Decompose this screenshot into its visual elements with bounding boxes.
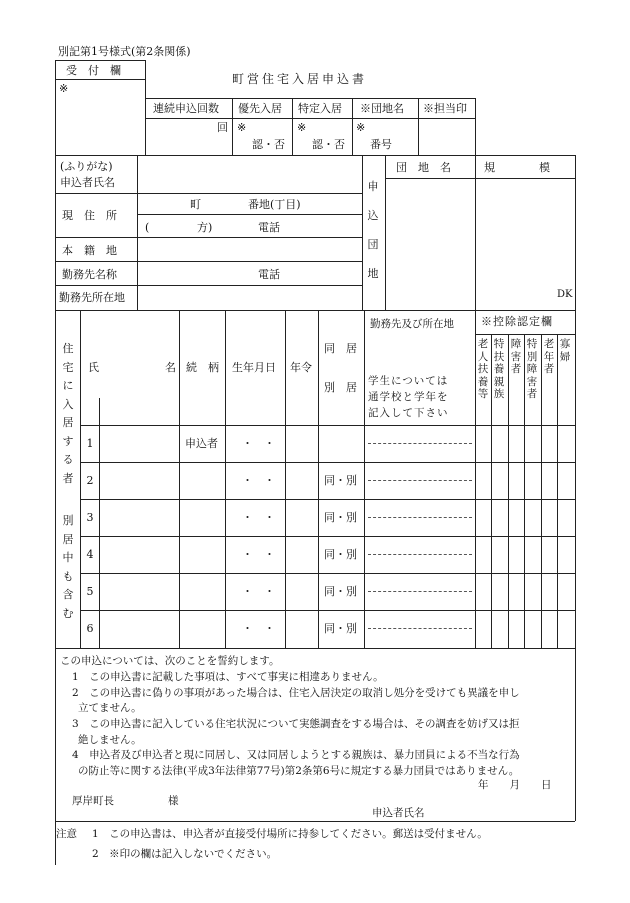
row-5-status: 同・別 xyxy=(324,585,357,598)
ded-col-2: 特扶養親族 xyxy=(493,338,505,401)
header-cohabit: 同 居 xyxy=(324,342,357,355)
workplace-label: 勤務先名称 xyxy=(62,268,117,281)
row-6-status: 同・別 xyxy=(324,622,357,635)
row-5-dots: ・ ・ xyxy=(242,585,275,598)
pledge-item-2-cont: 立てません。 xyxy=(78,702,142,714)
label-yusen: 優先入居 xyxy=(238,102,282,115)
pledge-item-4-cont: の防止等に関する法律(平成3年法律第77号)第2条第6号に規定する暴力団員ではありません。 xyxy=(78,765,520,777)
row-1-relation: 申込者 xyxy=(185,437,218,450)
applicant-name-label: 申込者氏名 xyxy=(60,176,115,189)
note-2: 2 ※印の欄は記入しないでください。 xyxy=(92,848,278,860)
student-note-1: 学生については xyxy=(368,375,449,387)
row-6-no: 6 xyxy=(86,622,94,635)
row-1-dots: ・ ・ xyxy=(242,437,275,450)
reception-label: 受 付 欄 xyxy=(66,64,121,77)
label-tanto: ※担当印 xyxy=(423,102,467,115)
address-banchi: 番地(丁目) xyxy=(248,198,301,211)
ded-col-4: 特別障害者 xyxy=(526,338,538,401)
row-2-no: 2 xyxy=(86,474,94,487)
address-label: 現 住 所 xyxy=(62,209,117,222)
pledge-item-4: 4 申込者及び申込者と現に同居し、又は同居しようとする親族は、暴力団員による不当な行為 xyxy=(72,749,520,761)
header-relation: 続 柄 xyxy=(186,361,219,374)
page-title: 町営住宅入居申込書 xyxy=(232,72,368,86)
address-careof-open: ( xyxy=(145,221,150,234)
residents-side-label-2: 別居中も含む xyxy=(62,514,74,620)
signature-label: 申込者氏名 xyxy=(372,807,425,819)
ded-col-1: 老人扶養等 xyxy=(477,338,489,401)
row-4-no: 4 xyxy=(86,548,94,561)
row-3-no: 3 xyxy=(86,511,94,524)
number-label: 番号 xyxy=(370,138,392,151)
label-renzoku: 連続申込回数 xyxy=(153,102,219,115)
honseki-label: 本 籍 地 xyxy=(62,244,117,257)
address-phone: 電話 xyxy=(258,221,280,234)
row-4-dots: ・ ・ xyxy=(242,548,275,561)
row-5-no: 5 xyxy=(86,585,94,598)
ded-col-5: 老年者 xyxy=(543,338,555,376)
header-name: 氏 名 xyxy=(88,361,176,374)
mayor-sama: 様 xyxy=(168,795,179,807)
address-careof-close: 方) xyxy=(197,221,213,234)
pledge-intro: この申込については、次のことを誓約します。 xyxy=(60,655,280,667)
row-2-dots: ・ ・ xyxy=(242,474,275,487)
notes-label: 注意 xyxy=(56,828,77,840)
pledge-date: 年 月 日 xyxy=(478,779,552,791)
pledge-item-2: 2 この申込書に偽りの事項があった場合は、住宅入居決定の取消し処分を受けても異議を申し xyxy=(72,687,520,699)
danchi-name-header: 団 地 名 xyxy=(396,161,451,174)
pledge-item-1: 1 この申込書に記載した事項は、すべて事実に相違ありません。 xyxy=(72,671,384,683)
residents-side-label: 住宅に入居する者 xyxy=(62,342,74,485)
workplace-phone: 電話 xyxy=(258,268,280,281)
approval-tokutei: 認・否 xyxy=(312,138,345,151)
header-birthdate: 生年月日 xyxy=(232,361,276,374)
header-workplace: 勤務先及び所在地 xyxy=(370,318,454,330)
danchi-vertical-label: 申込団地 xyxy=(367,180,379,280)
mark-tokutei: ※ xyxy=(297,121,307,134)
row-6-dots: ・ ・ xyxy=(242,622,275,635)
pledge-item-3: 3 この申込書に記入している住宅状況について実態調査をする場合は、その調査を妨げ又は拒 xyxy=(72,718,520,730)
row-1-no: 1 xyxy=(86,437,94,450)
approval-yusen: 認・否 xyxy=(252,138,285,151)
workplace-addr-label: 勤務先所在地 xyxy=(59,291,125,304)
header-separate: 別 居 xyxy=(324,381,357,394)
address-town: 町 xyxy=(190,198,201,211)
reception-mark: ※ xyxy=(59,82,69,95)
student-note-2: 通学校と学年を xyxy=(368,391,449,403)
ded-col-3: 障害者 xyxy=(510,338,522,376)
danchi-scale-header: 規 模 xyxy=(484,161,550,174)
furigana-label: (ふりがな) xyxy=(60,160,113,173)
count-unit: 回 xyxy=(217,121,228,134)
header-age: 年令 xyxy=(290,361,312,374)
row-3-dots: ・ ・ xyxy=(242,511,275,524)
pledge-item-3-cont: 絶しません。 xyxy=(78,734,142,746)
form-id: 別記第1号様式(第2条関係) xyxy=(58,45,191,58)
ded-col-6: 寡婦 xyxy=(559,338,571,363)
row-2-status: 同・別 xyxy=(324,474,357,487)
student-note-3: 記入して下さい xyxy=(368,407,449,419)
row-4-status: 同・別 xyxy=(324,548,357,561)
note-1: 1 この申込書は、申込者が直接受付場所に持参してください。郵送は受付ません。 xyxy=(92,828,488,840)
mark-yusen: ※ xyxy=(237,121,247,134)
danchi-dk: DK xyxy=(557,289,573,300)
row-3-status: 同・別 xyxy=(324,511,357,524)
mark-danchi: ※ xyxy=(356,121,366,134)
label-tokutei: 特定入居 xyxy=(298,102,342,115)
mayor-label: 厚岸町長 xyxy=(72,795,114,807)
deduction-header: ※控除認定欄 xyxy=(481,315,553,328)
label-danchi-name: ※団地名 xyxy=(360,102,404,115)
